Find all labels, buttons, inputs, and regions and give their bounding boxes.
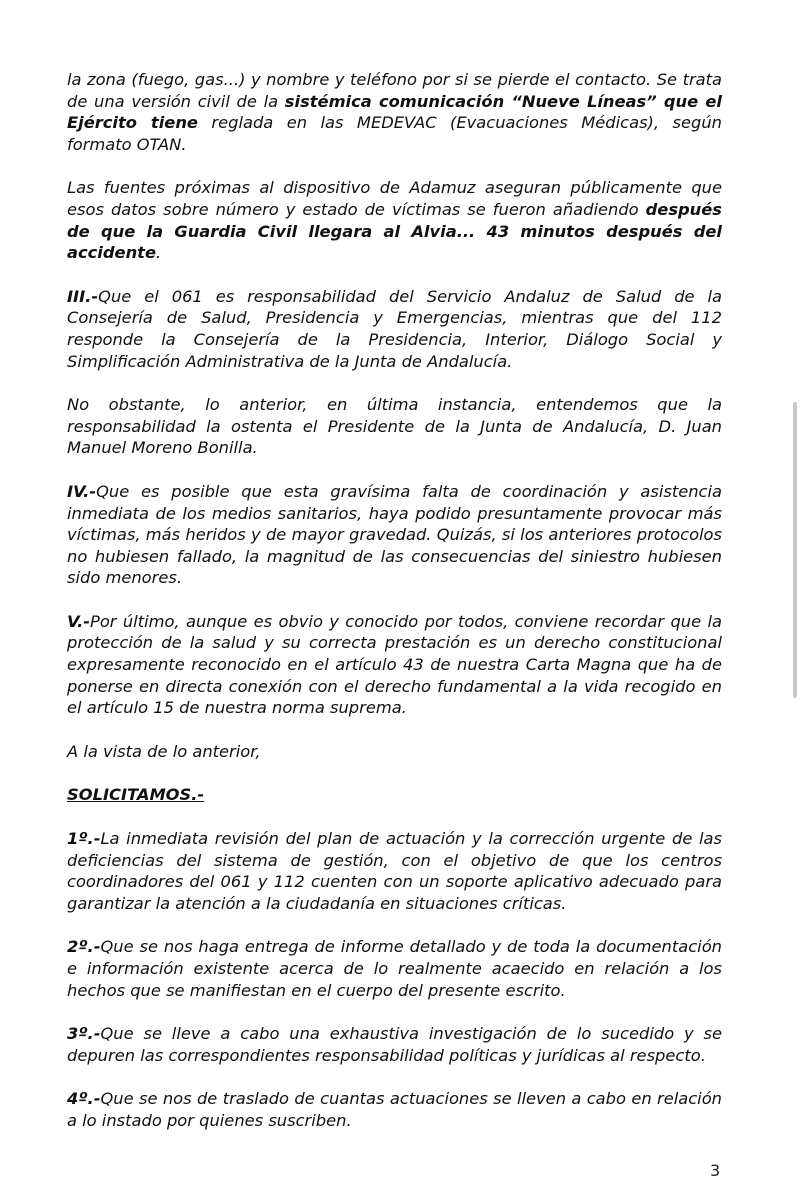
bold-text-segment: V.- <box>67 611 91 631</box>
bold-text-segment: IV.- <box>67 481 97 501</box>
bold-text-segment: 1º.- <box>67 829 101 849</box>
bold-text-segment: 3º.- <box>67 1024 101 1044</box>
text-segment: Que es posible que esta gravísima falta de coordinación y asistencia inmediata de los medios sanitarios, haya podido presuntamente provocar más víctimas, más heridos y de mayor gravedad. Quizás, si los anteriores protocolos no hubiesen fallado, la magnitud de las consecuencias del siniestro hubiesen sido menores. <box>67 481 722 588</box>
bold-text-segment: 4º.- <box>67 1089 101 1109</box>
paragraph <box>67 286 722 372</box>
text-segment: . <box>155 243 162 263</box>
paragraph <box>67 936 722 1001</box>
page-number: 3 <box>710 1161 721 1180</box>
text-segment: Que el 061 es responsabilidad del Servicio Andaluz de Salud de la Consejería de Salud, Presidencia y Emergencias, mientras que del 112 responde la Consejería de la Presidencia, Interior, Diálogo Social y Simplificación Administrativa de la Junta de Andalucía. <box>67 286 722 371</box>
text-segment: La inmediata revisión del plan de actuación y la corrección urgente de las deficiencias del sistema de gestión, con el objetivo de que los centros coordinadores del 061 y 112 cuenten con un soporte aplicativo adecuado para garantizar la atención a la ciudadanía en situaciones críticas. <box>67 829 722 913</box>
section-heading <box>67 784 722 806</box>
text-segment: Que se nos haga entrega de informe detallado y de toda la documentación e información existente acerca de lo realmente acaecido en relación a los hechos que se manifiestan en el cuerpo del presente escrito. <box>67 937 722 1000</box>
paragraph <box>67 394 722 459</box>
bold-text-segment: después de que la Guardia Civil llegara al Alvia... 43 minutos después del accidente <box>67 199 722 263</box>
text-segment: Por último, aunque es obvio y conocido por todos, conviene recordar que la protección de la salud y su correcta prestación es un derecho constitucional expresamente reconocido en el artículo 43 de nuestra Carta Magna que ha de ponerse en directa conexión con el derecho fundamental a la vida recogido en el artículo 15 de nuestra norma suprema. <box>67 611 722 718</box>
bold-text-segment: sistémica comunicación “Nueve Líneas” que el Ejército tiene <box>67 91 722 133</box>
paragraph <box>67 481 722 589</box>
paragraph <box>67 611 722 719</box>
paragraph <box>67 1023 722 1066</box>
paragraph <box>67 69 722 155</box>
text-segment: A la vista de lo anterior, <box>67 741 261 761</box>
bold-text-segment: SOLICITAMOS.- <box>67 785 205 805</box>
paragraph <box>67 177 722 263</box>
text-segment: Que se lleve a cabo una exhaustiva investigación de lo sucedido y se depuren las correspondientes responsabilidad políticas y jurídicas al respecto. <box>67 1024 722 1065</box>
text-segment: No obstante, lo anterior, en última instancia, entendemos que la responsabilidad la ostenta el Presidente de la Junta de Andalucía, D. Juan Manuel Moreno Bonilla. <box>67 395 722 458</box>
scrollbar[interactable] <box>793 402 797 698</box>
text-segment: reglada en las MEDEVAC (Evacuaciones Médicas), según formato OTAN. <box>67 113 722 154</box>
text-segment: la zona (fuego, gas...) y nombre y teléfono por si se pierde el contacto. Se trata de una versión civil de la <box>67 70 722 111</box>
paragraph <box>67 741 722 763</box>
text-segment: Que se nos de traslado de cuantas actuaciones se lleven a cabo en relación a lo instado por quienes suscriben. <box>67 1089 722 1130</box>
paragraph <box>67 828 722 914</box>
bold-text-segment: 2º.- <box>67 937 101 957</box>
paragraph <box>67 1088 722 1131</box>
document-body <box>67 69 722 1154</box>
text-segment: Las fuentes próximas al dispositivo de Adamuz aseguran públicamente que esos datos sobre número y estado de víctimas se fueron añadiendo <box>67 178 722 219</box>
bold-text-segment: III.- <box>67 286 99 306</box>
